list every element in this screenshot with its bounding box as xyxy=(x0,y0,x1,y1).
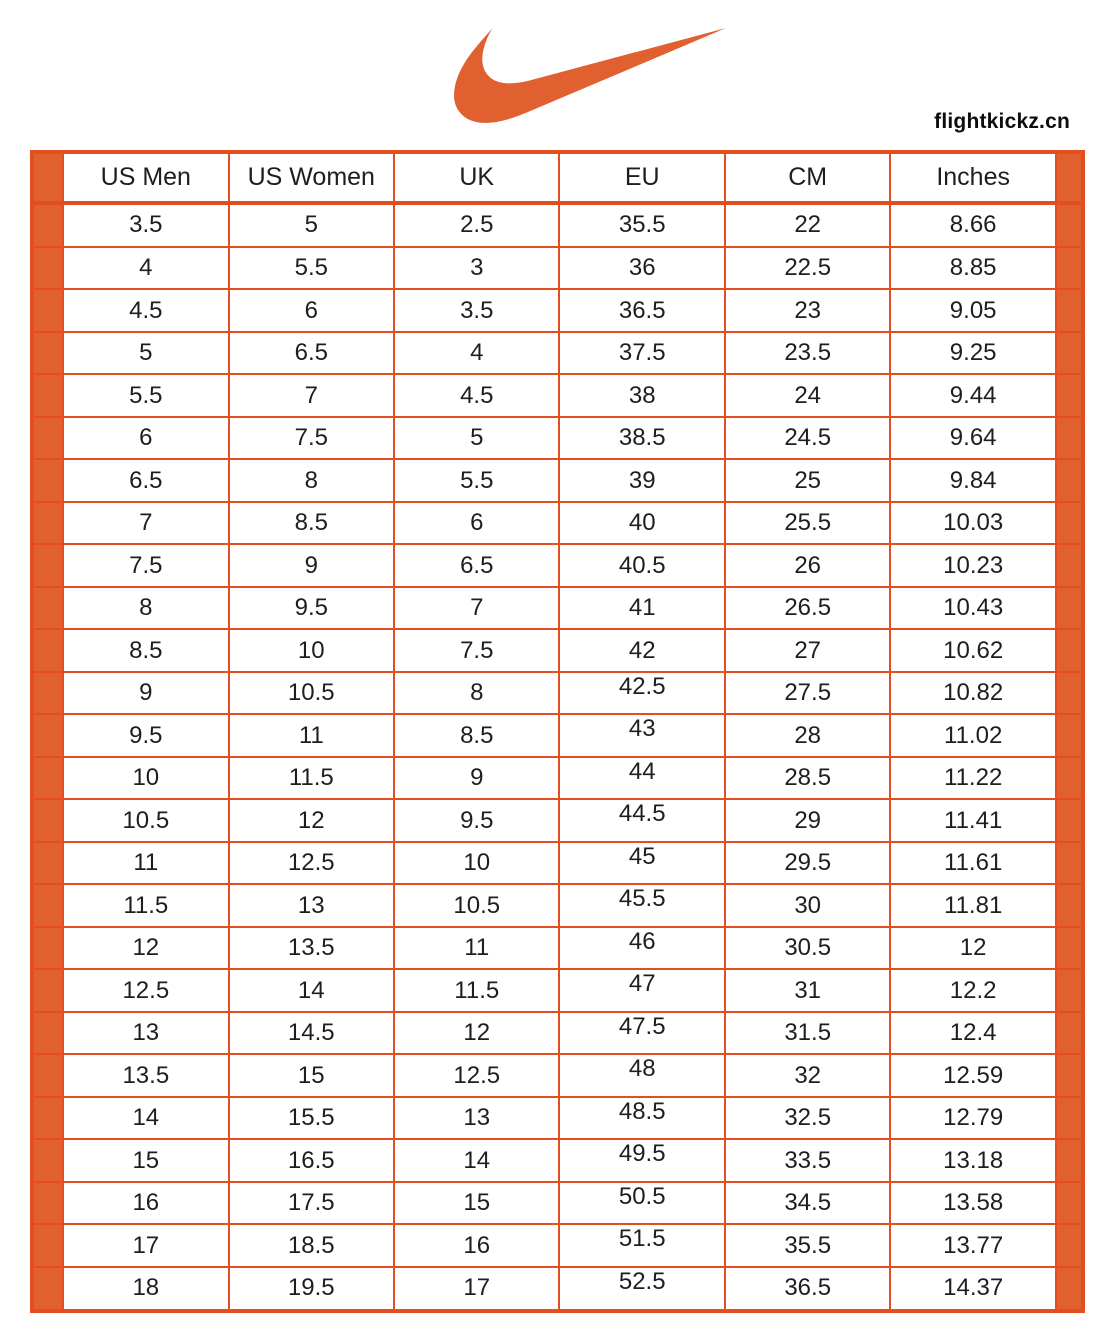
size-cell: 3.5 xyxy=(394,289,559,332)
size-cell: 9 xyxy=(229,544,394,587)
table-row xyxy=(32,459,1083,502)
size-cell: 10 xyxy=(394,842,559,885)
size-cell: 13.5 xyxy=(63,1054,228,1097)
column-header-us-men: US Men xyxy=(63,152,228,203)
size-cell: 41 xyxy=(559,587,724,630)
right-accent-bar xyxy=(1056,799,1083,842)
size-cell: 36.5 xyxy=(725,1267,890,1311)
size-cell: 46 xyxy=(559,927,724,970)
size-cell: 38 xyxy=(559,374,724,417)
left-accent-bar xyxy=(32,714,63,757)
left-accent-bar xyxy=(32,332,63,375)
size-cell: 52.5 xyxy=(559,1267,724,1311)
size-cell: 14 xyxy=(229,969,394,1012)
nike-swoosh-icon xyxy=(454,28,726,124)
right-accent-bar xyxy=(1056,1139,1083,1182)
size-cell: 15 xyxy=(229,1054,394,1097)
size-cell: 6.5 xyxy=(394,544,559,587)
size-cell: 5 xyxy=(229,203,394,247)
size-cell: 10.5 xyxy=(229,672,394,715)
size-cell: 10 xyxy=(63,757,228,800)
right-accent-bar xyxy=(1056,587,1083,630)
size-cell: 27 xyxy=(725,629,890,672)
table-row xyxy=(32,1097,1083,1140)
size-cell: 35.5 xyxy=(559,203,724,247)
size-cell: 3.5 xyxy=(63,203,228,247)
size-cell: 42.5 xyxy=(559,672,724,715)
right-accent-bar xyxy=(1056,459,1083,502)
left-accent-bar xyxy=(32,1182,63,1225)
size-cell: 25.5 xyxy=(725,502,890,545)
left-accent-bar xyxy=(32,544,63,587)
left-accent-bar xyxy=(32,289,63,332)
size-cell: 7.5 xyxy=(394,629,559,672)
size-cell: 8 xyxy=(229,459,394,502)
size-cell: 8.66 xyxy=(890,203,1055,247)
size-cell: 8 xyxy=(394,672,559,715)
right-accent-bar xyxy=(1056,629,1083,672)
table-row xyxy=(32,1139,1083,1182)
table-row xyxy=(32,332,1083,375)
left-accent-bar xyxy=(32,459,63,502)
size-cell: 34.5 xyxy=(725,1182,890,1225)
column-header-cm: CM xyxy=(725,152,890,203)
size-cell: 9.5 xyxy=(229,587,394,630)
size-cell: 40 xyxy=(559,502,724,545)
table-row xyxy=(32,884,1083,927)
brand-header xyxy=(0,0,1100,150)
left-accent-bar xyxy=(32,757,63,800)
size-cell: 2.5 xyxy=(394,203,559,247)
right-accent-bar xyxy=(1056,842,1083,885)
left-accent-bar xyxy=(32,1054,63,1097)
size-cell: 10.43 xyxy=(890,587,1055,630)
size-cell: 47 xyxy=(559,969,724,1012)
right-accent-bar xyxy=(1056,1224,1083,1267)
size-cell: 5.5 xyxy=(394,459,559,502)
size-cell: 23.5 xyxy=(725,332,890,375)
size-cell: 15.5 xyxy=(229,1097,394,1140)
table-row xyxy=(32,1012,1083,1055)
size-cell: 13 xyxy=(229,884,394,927)
size-cell: 12.2 xyxy=(890,969,1055,1012)
size-cell: 44.5 xyxy=(559,799,724,842)
size-cell: 11.02 xyxy=(890,714,1055,757)
size-cell: 45 xyxy=(559,842,724,885)
table-row xyxy=(32,1224,1083,1267)
size-cell: 14 xyxy=(63,1097,228,1140)
size-cell: 33.5 xyxy=(725,1139,890,1182)
size-cell: 14 xyxy=(394,1139,559,1182)
table-row xyxy=(32,927,1083,970)
right-accent-bar xyxy=(1056,884,1083,927)
left-accent-bar xyxy=(32,502,63,545)
size-cell: 8.5 xyxy=(63,629,228,672)
size-cell: 11 xyxy=(394,927,559,970)
size-cell: 5.5 xyxy=(63,374,228,417)
size-cell: 5 xyxy=(63,332,228,375)
size-cell: 16 xyxy=(394,1224,559,1267)
size-cell: 9.05 xyxy=(890,289,1055,332)
size-cell: 22 xyxy=(725,203,890,247)
size-cell: 17 xyxy=(63,1224,228,1267)
size-cell: 10.23 xyxy=(890,544,1055,587)
right-accent-bar xyxy=(1056,927,1083,970)
left-accent-bar xyxy=(32,417,63,460)
column-header-uk: UK xyxy=(394,152,559,203)
size-cell: 11.5 xyxy=(63,884,228,927)
table-row xyxy=(32,799,1083,842)
size-cell: 10.5 xyxy=(394,884,559,927)
size-cell: 10.82 xyxy=(890,672,1055,715)
size-cell: 11.61 xyxy=(890,842,1055,885)
table-row xyxy=(32,672,1083,715)
left-accent-bar xyxy=(32,152,63,203)
size-cell: 45.5 xyxy=(559,884,724,927)
size-cell: 51.5 xyxy=(559,1224,724,1267)
size-cell: 6 xyxy=(229,289,394,332)
size-cell: 8.5 xyxy=(394,714,559,757)
right-accent-bar xyxy=(1056,203,1083,247)
table-row xyxy=(32,544,1083,587)
size-cell: 6 xyxy=(394,502,559,545)
size-cell: 28 xyxy=(725,714,890,757)
size-cell: 15 xyxy=(394,1182,559,1225)
size-cell: 50.5 xyxy=(559,1182,724,1225)
size-cell: 11 xyxy=(229,714,394,757)
size-cell: 10 xyxy=(229,629,394,672)
size-cell: 11.5 xyxy=(394,969,559,1012)
left-accent-bar xyxy=(32,247,63,290)
header-row xyxy=(32,152,1083,203)
size-cell: 11.22 xyxy=(890,757,1055,800)
size-cell: 39 xyxy=(559,459,724,502)
size-cell: 40.5 xyxy=(559,544,724,587)
size-cell: 9 xyxy=(394,757,559,800)
right-accent-bar xyxy=(1056,417,1083,460)
size-cell: 32.5 xyxy=(725,1097,890,1140)
size-cell: 12.5 xyxy=(63,969,228,1012)
size-cell: 7 xyxy=(229,374,394,417)
right-accent-bar xyxy=(1056,332,1083,375)
right-accent-bar xyxy=(1056,1054,1083,1097)
size-cell: 32 xyxy=(725,1054,890,1097)
size-cell: 31.5 xyxy=(725,1012,890,1055)
size-cell: 11.5 xyxy=(229,757,394,800)
size-cell: 16 xyxy=(63,1182,228,1225)
right-accent-bar xyxy=(1056,1097,1083,1140)
right-accent-bar xyxy=(1056,714,1083,757)
size-cell: 35.5 xyxy=(725,1224,890,1267)
size-cell: 15 xyxy=(63,1139,228,1182)
size-cell: 9.5 xyxy=(63,714,228,757)
size-cell: 14.37 xyxy=(890,1267,1055,1311)
size-cell: 38.5 xyxy=(559,417,724,460)
size-cell: 25 xyxy=(725,459,890,502)
size-cell: 12 xyxy=(63,927,228,970)
size-cell: 27.5 xyxy=(725,672,890,715)
size-cell: 10.5 xyxy=(63,799,228,842)
left-accent-bar xyxy=(32,969,63,1012)
table-row xyxy=(32,502,1083,545)
size-cell: 36.5 xyxy=(559,289,724,332)
size-cell: 13 xyxy=(394,1097,559,1140)
size-cell: 30 xyxy=(725,884,890,927)
left-accent-bar xyxy=(32,927,63,970)
left-accent-bar xyxy=(32,1012,63,1055)
size-cell: 10.62 xyxy=(890,629,1055,672)
right-accent-bar xyxy=(1056,757,1083,800)
size-cell: 30.5 xyxy=(725,927,890,970)
size-cell: 36 xyxy=(559,247,724,290)
size-cell: 12 xyxy=(394,1012,559,1055)
site-name: flightkickz.cn xyxy=(934,110,1070,133)
size-cell: 9.64 xyxy=(890,417,1055,460)
right-accent-bar xyxy=(1056,289,1083,332)
size-cell: 8 xyxy=(63,587,228,630)
right-accent-bar xyxy=(1056,544,1083,587)
size-cell: 5.5 xyxy=(229,247,394,290)
right-accent-bar xyxy=(1056,1267,1083,1311)
size-cell: 24 xyxy=(725,374,890,417)
column-header-inches: Inches xyxy=(890,152,1055,203)
size-cell: 49.5 xyxy=(559,1139,724,1182)
size-cell: 4 xyxy=(394,332,559,375)
size-cell: 18 xyxy=(63,1267,228,1311)
size-cell: 4 xyxy=(63,247,228,290)
size-cell: 13.58 xyxy=(890,1182,1055,1225)
left-accent-bar xyxy=(32,842,63,885)
left-accent-bar xyxy=(32,799,63,842)
table-row xyxy=(32,757,1083,800)
size-cell: 7 xyxy=(394,587,559,630)
table-row xyxy=(32,289,1083,332)
size-cell: 7.5 xyxy=(229,417,394,460)
size-cell: 10.03 xyxy=(890,502,1055,545)
table-row xyxy=(32,374,1083,417)
size-cell: 7.5 xyxy=(63,544,228,587)
size-cell: 9.44 xyxy=(890,374,1055,417)
left-accent-bar xyxy=(32,1267,63,1311)
size-cell: 37.5 xyxy=(559,332,724,375)
column-header-us-women: US Women xyxy=(229,152,394,203)
size-cell: 6 xyxy=(63,417,228,460)
column-header-eu: EU xyxy=(559,152,724,203)
size-cell: 12.4 xyxy=(890,1012,1055,1055)
size-cell: 8.5 xyxy=(229,502,394,545)
size-cell: 42 xyxy=(559,629,724,672)
size-cell: 9.84 xyxy=(890,459,1055,502)
right-accent-bar xyxy=(1056,1182,1083,1225)
size-cell: 24.5 xyxy=(725,417,890,460)
size-cell: 17.5 xyxy=(229,1182,394,1225)
size-cell: 14.5 xyxy=(229,1012,394,1055)
right-accent-bar xyxy=(1056,152,1083,203)
left-accent-bar xyxy=(32,884,63,927)
right-accent-bar xyxy=(1056,374,1083,417)
size-cell: 29 xyxy=(725,799,890,842)
size-cell: 12.5 xyxy=(394,1054,559,1097)
table-row xyxy=(32,1054,1083,1097)
size-cell: 17 xyxy=(394,1267,559,1311)
size-cell: 12 xyxy=(890,927,1055,970)
table-row xyxy=(32,587,1083,630)
size-cell: 48 xyxy=(559,1054,724,1097)
size-cell: 12.5 xyxy=(229,842,394,885)
size-cell: 9 xyxy=(63,672,228,715)
right-accent-bar xyxy=(1056,1012,1083,1055)
right-accent-bar xyxy=(1056,969,1083,1012)
size-cell: 4.5 xyxy=(394,374,559,417)
size-cell: 3 xyxy=(394,247,559,290)
size-cell: 12 xyxy=(229,799,394,842)
size-cell: 48.5 xyxy=(559,1097,724,1140)
size-cell: 43 xyxy=(559,714,724,757)
size-cell: 26 xyxy=(725,544,890,587)
size-cell: 6.5 xyxy=(63,459,228,502)
size-cell: 12.79 xyxy=(890,1097,1055,1140)
size-cell: 11 xyxy=(63,842,228,885)
size-cell: 8.85 xyxy=(890,247,1055,290)
left-accent-bar xyxy=(32,1139,63,1182)
size-cell: 44 xyxy=(559,757,724,800)
size-cell: 13.5 xyxy=(229,927,394,970)
size-cell: 18.5 xyxy=(229,1224,394,1267)
table-row xyxy=(32,842,1083,885)
table-row xyxy=(32,247,1083,290)
size-cell: 13 xyxy=(63,1012,228,1055)
table-row xyxy=(32,714,1083,757)
size-cell: 9.5 xyxy=(394,799,559,842)
size-cell: 16.5 xyxy=(229,1139,394,1182)
size-cell: 4.5 xyxy=(63,289,228,332)
right-accent-bar xyxy=(1056,672,1083,715)
left-accent-bar xyxy=(32,672,63,715)
size-cell: 9.25 xyxy=(890,332,1055,375)
table-body xyxy=(32,203,1083,1311)
size-cell: 22.5 xyxy=(725,247,890,290)
table-row xyxy=(32,969,1083,1012)
size-cell: 5 xyxy=(394,417,559,460)
size-cell: 6.5 xyxy=(229,332,394,375)
table-row xyxy=(32,417,1083,460)
left-accent-bar xyxy=(32,203,63,247)
left-accent-bar xyxy=(32,629,63,672)
left-accent-bar xyxy=(32,1097,63,1140)
left-accent-bar xyxy=(32,374,63,417)
size-cell: 28.5 xyxy=(725,757,890,800)
size-cell: 13.18 xyxy=(890,1139,1055,1182)
size-chart-table xyxy=(30,150,1085,1313)
right-accent-bar xyxy=(1056,502,1083,545)
size-cell: 12.59 xyxy=(890,1054,1055,1097)
size-cell: 26.5 xyxy=(725,587,890,630)
table-row xyxy=(32,1267,1083,1311)
size-cell: 29.5 xyxy=(725,842,890,885)
table-row xyxy=(32,629,1083,672)
size-cell: 11.41 xyxy=(890,799,1055,842)
size-cell: 11.81 xyxy=(890,884,1055,927)
left-accent-bar xyxy=(32,587,63,630)
table-row xyxy=(32,203,1083,247)
size-cell: 23 xyxy=(725,289,890,332)
size-cell: 47.5 xyxy=(559,1012,724,1055)
size-cell: 19.5 xyxy=(229,1267,394,1311)
right-accent-bar xyxy=(1056,247,1083,290)
size-cell: 13.77 xyxy=(890,1224,1055,1267)
table-row xyxy=(32,1182,1083,1225)
size-cell: 31 xyxy=(725,969,890,1012)
size-cell: 7 xyxy=(63,502,228,545)
left-accent-bar xyxy=(32,1224,63,1267)
